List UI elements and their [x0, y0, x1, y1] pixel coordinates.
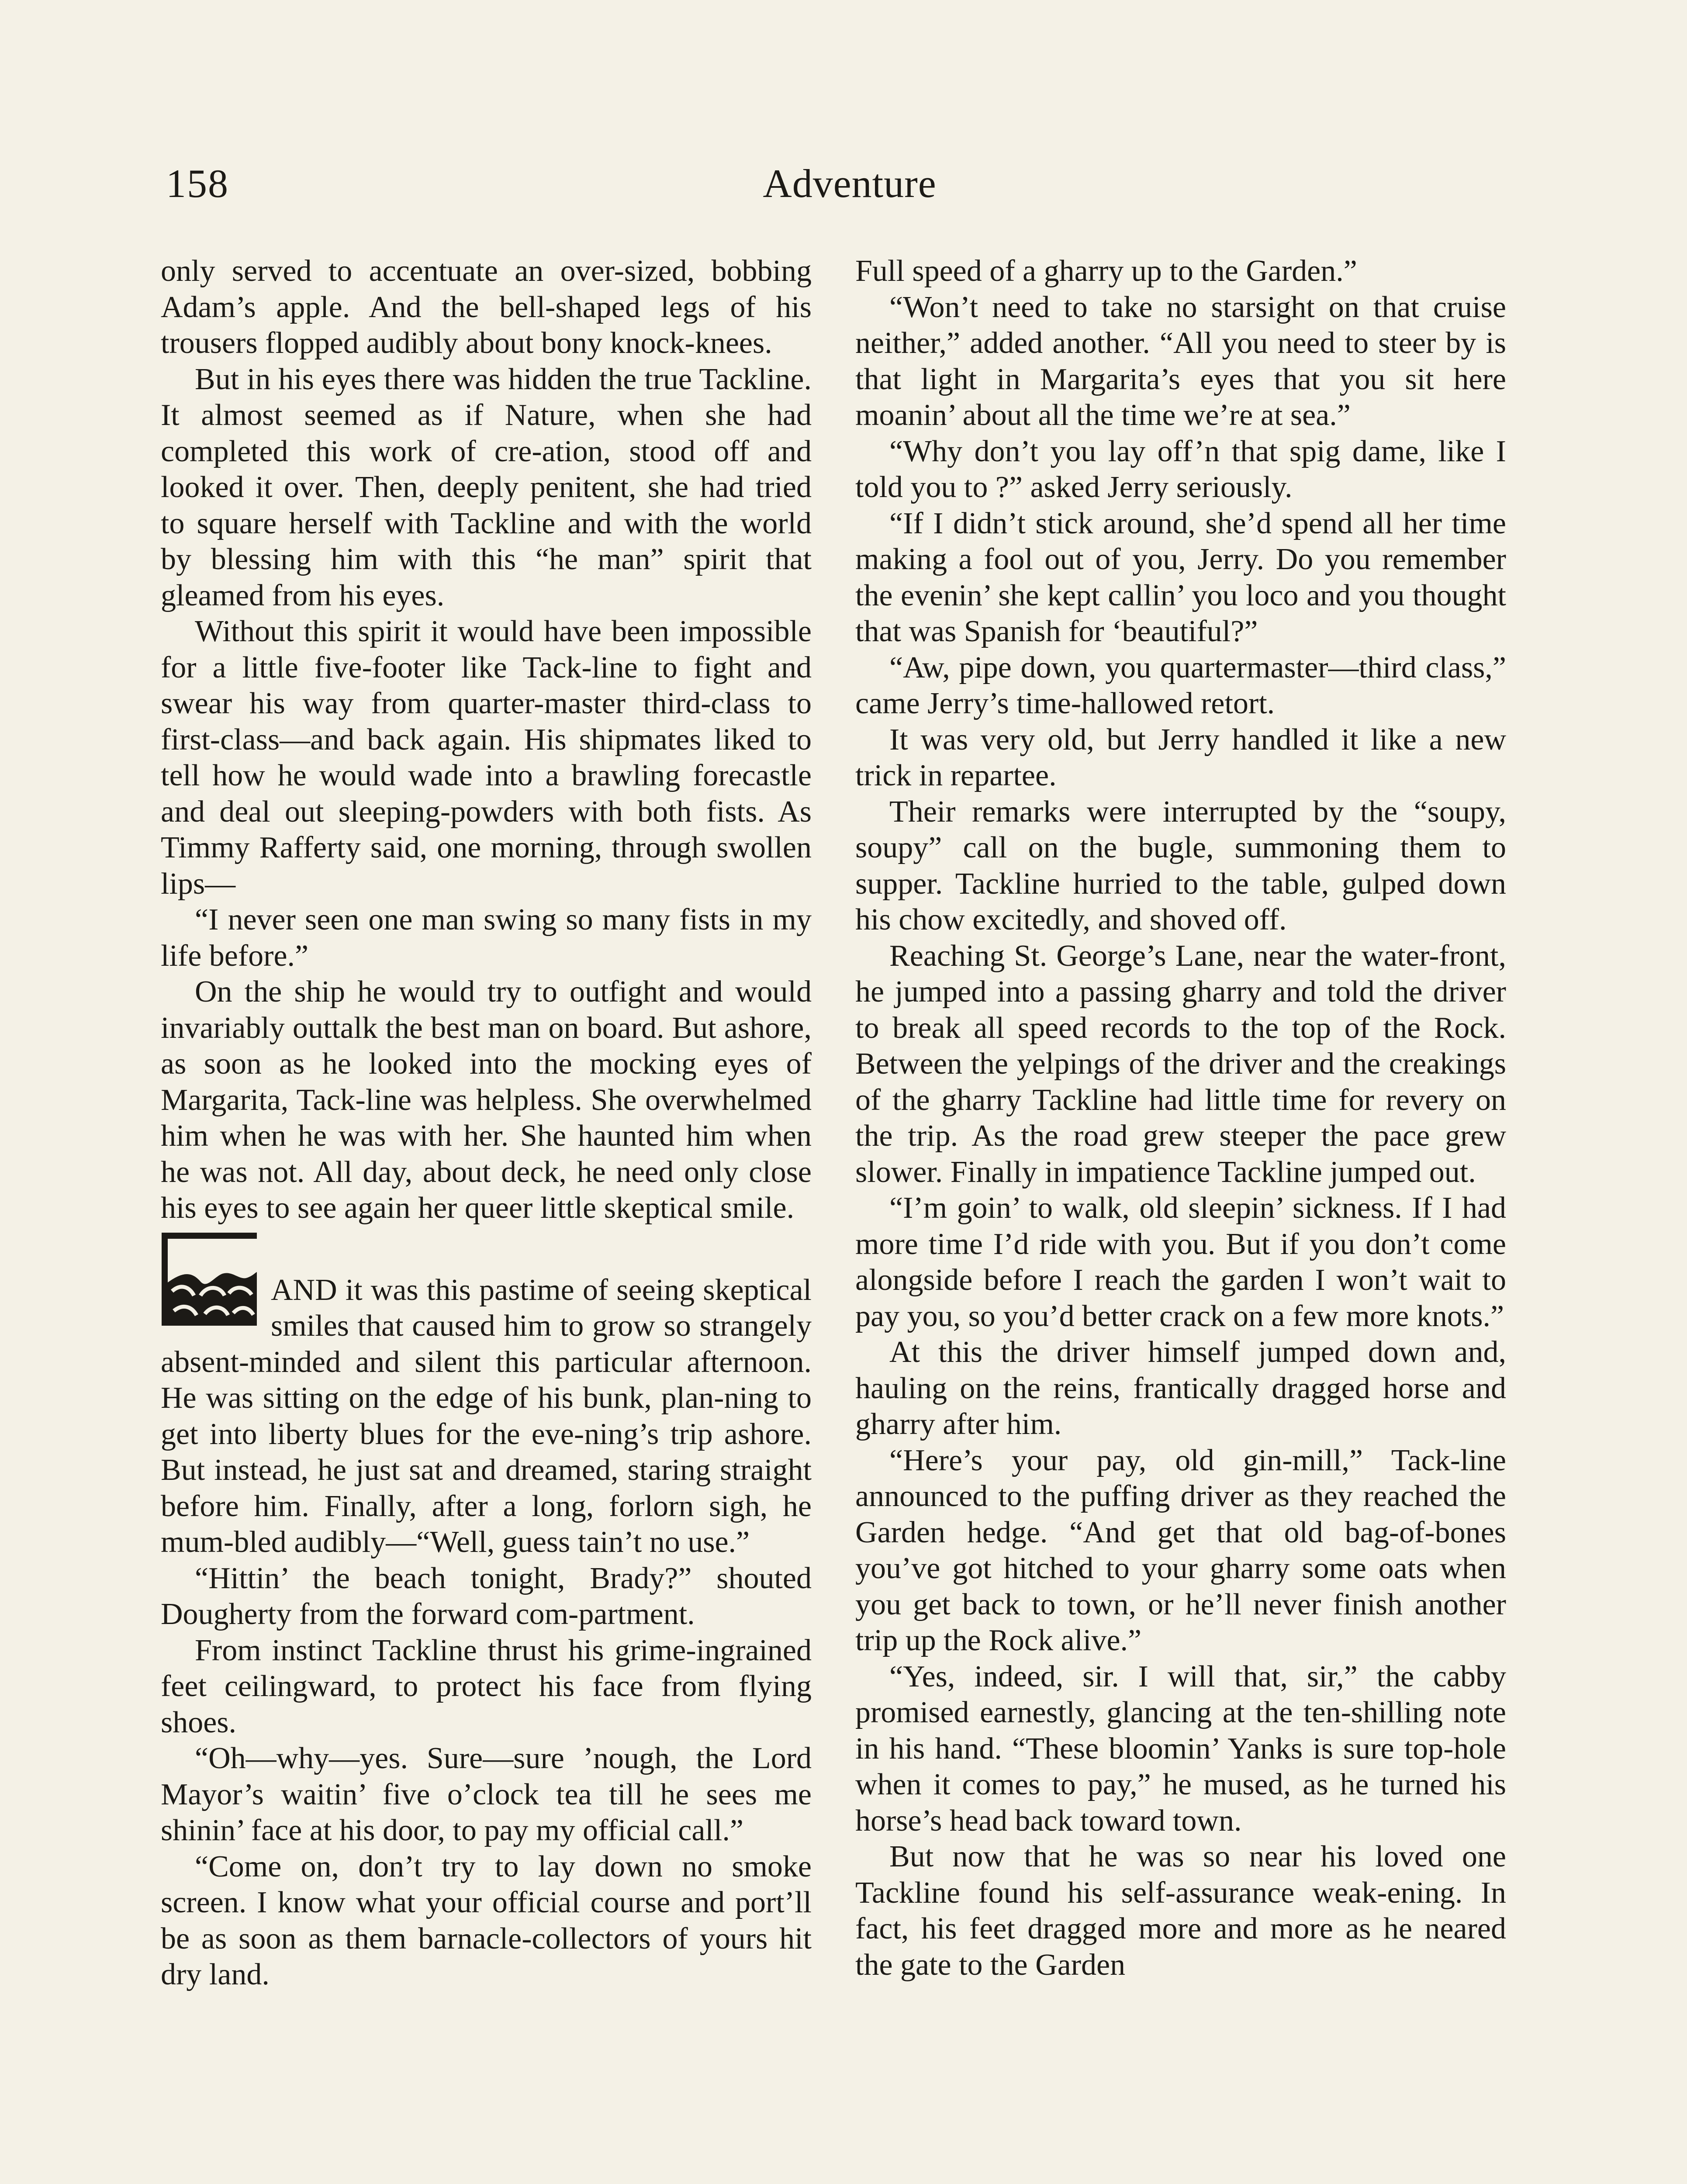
paragraph: Without this spirit it would have been impossible for a little five-footer like Tack-line to fight and swear his way from quarter-master third-class to first-class—and back again. His shipmates liked to tell how he would wade into a brawling forecastle and deal out sleeping-powders with both fists. As Timmy Rafferty said, one morning, through swollen lips—: [161, 615, 812, 901]
paragraph: It was very old, but Jerry handled it like a new trick in repartee.: [855, 722, 1506, 792]
paragraph: “Yes, indeed, sir. I will that, sir,” the cabby promised earnestly, glancing at the ten-shilling note in his hand. “These bloomin’ Yanks is sure top-hole when it comes to pay,” he mused, as he turned his horse’s head back toward town.: [855, 1659, 1506, 1838]
paragraph: “If I didn’t stick around, she’d spend all her time making a fool out of you, Jerry. Do you remember the evenin’ she kept callin’ you loco and you thought that was Spanish for ‘beautiful?”: [855, 506, 1506, 648]
right-column: [855, 253, 1506, 2184]
paragraph: “Aw, pipe down, you quartermaster—third class,” came Jerry’s time-hallowed retort.: [855, 650, 1506, 720]
paragraph: But now that he was so near his loved one Tackline found his self-assurance weak-ening. In fact, his feet dragged more and more as he neared the gate to the Garden: [855, 1840, 1506, 1982]
paragraph: Full speed of a gharry up to the Garden.”: [855, 254, 1357, 288]
page-header: [166, 155, 1533, 212]
paragraph: “Oh—why—yes. Sure—sure ’nough, the Lord Mayor’s waitin’ five o’clock tea till he sees me shinin’ face at his door, to pay my official call.”: [161, 1742, 812, 1847]
section-opening-paragraph: AND it was this pastime of seeing skeptical smiles that caused him to grow so strangely absent-minded and silent this particular afternoon. He was sitting on the edge of his bunk, plan-ning to get into liberty blues for the eve-ning’s trip ashore. But instead, he just sat and dreamed, staring straight before him. Finally, after a long, forlorn sigh, he mum-bled audibly—“Well, guess tain’t no use.”: [161, 1273, 812, 1559]
wave-dropcap-icon: [161, 1230, 259, 1328]
paragraph: But in his eyes there was hidden the true Tackline. It almost seemed as if Nature, when she had completed this work of cre-ation, stood off and looked it over. Then, deeply penitent, she had tried to square herself with Tackline and with the world by blessing him with this “he man” spirit that gleamed from his eyes.: [161, 362, 812, 612]
left-column: [161, 253, 812, 2184]
running-head: Adventure: [763, 161, 937, 206]
paragraph: “Why don’t you lay off’n that spig dame, like I told you to ?” asked Jerry seriously.: [855, 434, 1506, 504]
paragraph: On the ship he would try to outfight and would invariably outtalk the best man on board. But ashore, as soon as he looked into the mocking eyes of Margarita, Tack-line was helpless. She overwhelmed him when he was with her. She haunted him when he was not. All day, about deck, he need only close his eyes to see again her queer little skeptical smile.: [161, 975, 812, 1225]
paragraph: Their remarks were interrupted by the “soupy, soupy” call on the bugle, summoning them to supper. Tackline hurried to the table, gulped down his chow excitedly, and shoved off.: [855, 795, 1506, 936]
paragraph: “I never seen one man swing so many fists in my life before.”: [161, 903, 812, 973]
paragraph: “Here’s your pay, old gin-mill,” Tack-line announced to the puffing driver as they reached the Garden hedge. “And get that old bag-of-bones you’ve got hitched to your gharry some oats when you get back to town, or he’ll never finish another trip up the Rock alive.”: [855, 1443, 1506, 1657]
paragraph: “Won’t need to take no starsight on that cruise neither,” added another. “All you need to steer by is that light in Margarita’s eyes that you sit here moanin’ about all the time we’re at sea.”: [855, 290, 1506, 432]
page-number: 158: [166, 161, 229, 206]
paragraph: Reaching St. George’s Lane, near the water-front, he jumped into a passing gharry and told the driver to break all speed records to the top of the Rock. Between the yelpings of the driver and the creakings of the gharry Tackline had little time for revery on the trip. As the road grew steeper the pace grew slower. Finally in impatience Tackline jumped out.: [855, 939, 1506, 1189]
paragraph: “I’m goin’ to walk, old sleepin’ sickness. If I had more time I’d ride with you. But if you don’t come alongside before I reach the garden I won’t wait to pay you, so you’d better crack on a few more knots.”: [855, 1191, 1506, 1333]
paragraph: From instinct Tackline thrust his grime-ingrained feet ceilingward, to protect his face from flying shoes.: [161, 1633, 812, 1739]
paragraph: “Come on, don’t try to lay down no smoke screen. I know what your official course and port’ll be as soon as them barnacle-collectors of yours hit dry land.: [161, 1849, 812, 1991]
paragraph: only served to accentuate an over-sized, bobbing Adam’s apple. And the bell-shaped legs of his trousers flopped audibly about bony knock-knees.: [161, 254, 812, 360]
paragraph: “Hittin’ the beach tonight, Brady?” shouted Dougherty from the forward com-partment.: [161, 1561, 812, 1631]
paragraph: At this the driver himself jumped down and, hauling on the reins, frantically dragged horse and gharry after him.: [855, 1335, 1506, 1441]
